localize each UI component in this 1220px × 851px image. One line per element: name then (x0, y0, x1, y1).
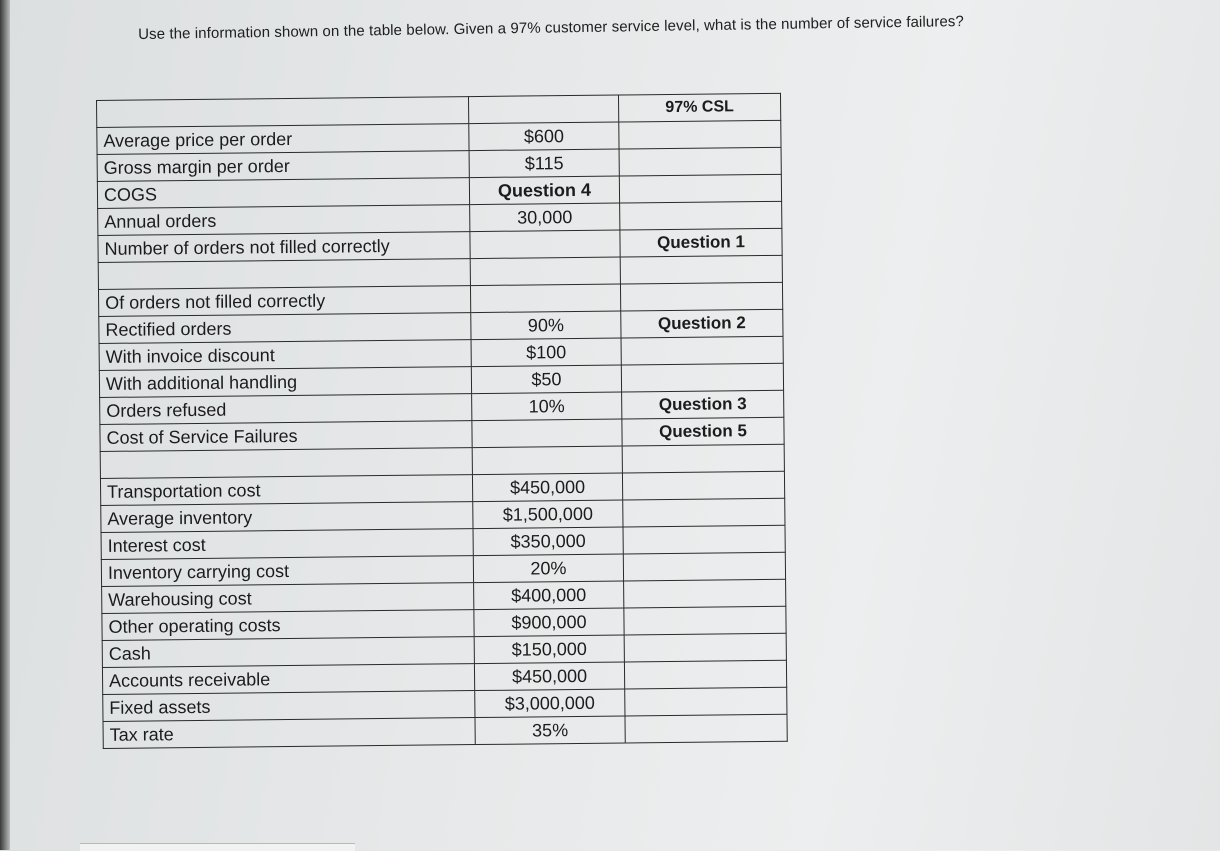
row-value: $3,000,000 (475, 689, 625, 718)
row-csl (620, 201, 782, 230)
row-csl (620, 282, 782, 311)
row-label: Other operating costs (102, 610, 474, 641)
row-value (472, 419, 622, 448)
row-value: $115 (469, 149, 619, 178)
row-value: $50 (471, 365, 621, 394)
row-value (470, 230, 620, 259)
question-text: Use the information shown on the table below. Given a 97% customer service level, what is the number of service failures? (138, 13, 965, 43)
row-label: Warehousing cost (102, 583, 474, 614)
row-label: With additional handling (99, 367, 471, 398)
row-csl (621, 336, 783, 365)
row-label: Accounts receivable (102, 664, 474, 695)
row-csl (624, 633, 786, 662)
row-value: Question 4 (469, 176, 619, 205)
row-label: Fixed assets (103, 691, 475, 722)
row-csl (623, 552, 785, 581)
row-csl: Question 5 (622, 417, 784, 446)
row-value: $450,000 (472, 473, 622, 502)
row-value: 10% (472, 392, 622, 421)
row-csl (624, 606, 786, 635)
row-csl (621, 363, 783, 392)
row-value: $1,500,000 (473, 500, 623, 529)
row-label: COGS (97, 178, 469, 209)
row-csl (619, 174, 781, 203)
row-label: Cash (102, 637, 474, 668)
row-label: Orders refused (100, 394, 472, 425)
row-label: Tax rate (103, 718, 475, 749)
row-value: 30,000 (470, 203, 620, 232)
row-csl: Question 1 (620, 228, 782, 257)
row-value: $100 (471, 338, 621, 367)
row-csl (624, 660, 786, 689)
row-csl: Question 2 (621, 309, 783, 338)
row-label: Annual orders (98, 205, 470, 236)
row-label: Interest cost (101, 529, 473, 560)
row-csl: Question 3 (622, 390, 784, 419)
row-label: Transportation cost (100, 475, 472, 506)
header-csl-cell: 97% CSL (618, 93, 780, 122)
row-label (100, 448, 472, 479)
photo-edge (0, 0, 10, 850)
data-sheet (96, 93, 787, 749)
header-value-cell (468, 95, 618, 124)
row-label: Average inventory (101, 502, 473, 533)
row-value: $400,000 (474, 581, 624, 610)
row-label: Average price per order (97, 124, 469, 155)
row-value: $600 (469, 122, 619, 151)
row-csl (620, 255, 782, 284)
header-label-cell (97, 97, 469, 128)
row-csl (622, 471, 784, 500)
row-label: Number of orders not filled correctly (98, 232, 470, 263)
row-value: 35% (475, 716, 625, 745)
row-label: Gross margin per order (97, 151, 469, 182)
row-label: Cost of Service Failures (100, 421, 472, 452)
row-csl (625, 714, 787, 743)
row-csl (619, 120, 781, 149)
row-value: 90% (471, 311, 621, 340)
row-value (470, 284, 620, 313)
row-csl (623, 498, 785, 527)
row-value: 20% (473, 554, 623, 583)
row-csl (624, 579, 786, 608)
row-csl (622, 444, 784, 473)
row-csl (619, 147, 781, 176)
data-table (96, 93, 788, 749)
row-label (98, 259, 470, 290)
row-label: Rectified orders (99, 313, 471, 344)
row-value: $900,000 (474, 608, 624, 637)
row-value (472, 446, 622, 475)
row-value: $350,000 (473, 527, 623, 556)
row-value (470, 257, 620, 286)
row-label: Of orders not filled correctly (98, 286, 470, 317)
row-csl (623, 525, 785, 554)
row-csl (625, 687, 787, 716)
row-value: $150,000 (474, 635, 624, 664)
row-value: $450,000 (474, 662, 624, 691)
row-label: Inventory carrying cost (101, 556, 473, 587)
table-row (103, 714, 787, 748)
row-label: With invoice discount (99, 340, 471, 371)
